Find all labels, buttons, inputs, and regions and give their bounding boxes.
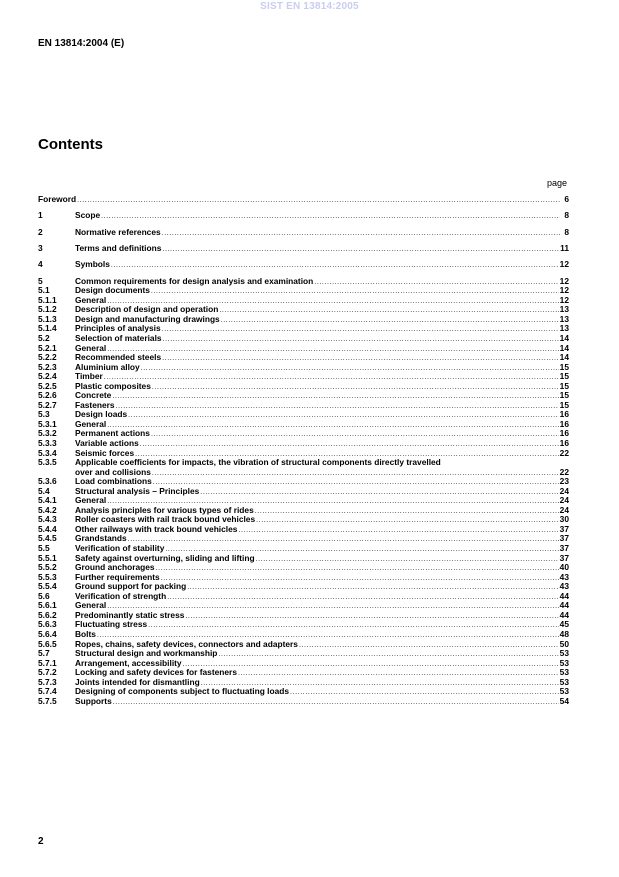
toc-entry-title: Seismic forces xyxy=(75,447,135,458)
toc-entry-page: 11 xyxy=(560,243,569,254)
dot-leader xyxy=(111,261,559,271)
toc-entry-number: 5.3.1 xyxy=(38,418,57,429)
toc-entry-page: 43 xyxy=(559,581,569,592)
toc-entry[interactable] xyxy=(38,260,569,270)
toc-entry-page: 23 xyxy=(559,476,569,487)
toc-entry-title: Recommended steels xyxy=(75,352,162,363)
toc-entry[interactable] xyxy=(38,410,569,420)
toc-entry-title: Locking and safety devices for fasteners xyxy=(75,667,237,678)
toc-entry-number: 5.4.4 xyxy=(38,523,57,534)
dot-leader xyxy=(128,535,559,545)
toc-entry-title: Description of design and operation xyxy=(75,304,219,315)
toc-entry-page: 12 xyxy=(559,275,569,286)
toc-entry-number: 5.5.3 xyxy=(38,571,57,582)
toc-entry-page: 22 xyxy=(559,447,569,458)
toc-entry-title: Fasteners xyxy=(75,399,115,410)
toc-entry-number: 5.3.5 xyxy=(38,457,57,468)
toc-entry-page: 14 xyxy=(559,352,569,363)
toc-entry-page: 15 xyxy=(559,399,569,410)
standard-id-header: EN 13814:2004 (E) xyxy=(38,38,125,49)
toc-entry-title: Other railways with track bound vehicles xyxy=(75,523,238,534)
toc-entry-title: General xyxy=(75,342,107,353)
toc-entry[interactable] xyxy=(38,211,569,221)
toc-entry-page: 53 xyxy=(559,686,569,697)
toc-entry-number: 5.2 xyxy=(38,333,50,343)
toc-entry-title: Principles of analysis xyxy=(75,323,161,334)
toc-entry-page: 24 xyxy=(559,504,569,515)
dot-leader xyxy=(151,287,559,297)
toc-entry-title: Timber xyxy=(75,371,103,382)
toc-entry-number: 5.4.5 xyxy=(38,533,57,544)
toc-entry-number: 5.7.1 xyxy=(38,657,57,668)
toc-entry[interactable] xyxy=(38,244,569,254)
page-column-label: page xyxy=(546,178,567,188)
toc-entry-page: 14 xyxy=(559,342,569,353)
toc-entry-number: 5.4.3 xyxy=(38,514,57,525)
toc-entry-title: Predominantly static stress xyxy=(75,609,185,620)
toc-entry-title: Structural analysis – Principles xyxy=(75,485,200,496)
toc-entry-title: Design loads xyxy=(75,409,128,420)
toc-entry-page: 13 xyxy=(559,323,569,334)
toc-entry-page: 15 xyxy=(559,390,569,401)
dot-leader xyxy=(112,392,558,402)
dot-leader xyxy=(187,583,558,593)
toc-entry-page: 44 xyxy=(559,590,569,601)
toc-entry-title: Load combinations xyxy=(75,476,152,487)
toc-entry-page: 16 xyxy=(559,438,569,449)
toc-entry-page: 8 xyxy=(564,226,569,237)
toc-entry-number: 5.1.1 xyxy=(38,294,57,305)
toc-entry-number: 5.7 xyxy=(38,648,50,659)
toc-entry-title: Selection of materials xyxy=(75,333,162,343)
toc-entry-title: Grandstands xyxy=(75,533,127,544)
toc-entry[interactable] xyxy=(38,487,569,497)
toc-entry-number: 5.7.2 xyxy=(38,667,57,678)
dot-leader xyxy=(183,660,559,670)
toc-entry-title: Ground support for packing xyxy=(75,581,187,592)
dot-leader xyxy=(219,306,558,316)
dot-leader xyxy=(151,430,559,440)
toc-entry-title: Structural design and workmanship xyxy=(75,648,218,659)
toc-entry-page: 37 xyxy=(559,552,569,563)
toc-entry-page: 15 xyxy=(559,371,569,382)
toc-entry-number: 5.4.2 xyxy=(38,504,57,515)
toc-entry-page: 13 xyxy=(559,313,569,324)
toc-entry-number: 5.7.4 xyxy=(38,686,57,697)
toc-entry-title: General xyxy=(75,600,107,611)
toc-entry-page: 12 xyxy=(559,294,569,305)
toc-entry-number: 5.3.3 xyxy=(38,438,57,449)
toc-entry-number: 5.2.6 xyxy=(38,390,57,401)
toc-entry-number: 1 xyxy=(38,210,43,221)
dot-leader xyxy=(113,698,559,708)
toc-entry[interactable] xyxy=(38,697,569,707)
toc-entry-number: 5.7.3 xyxy=(38,676,57,687)
toc-entry-page: 24 xyxy=(559,495,569,506)
dot-leader xyxy=(162,325,559,335)
dot-leader xyxy=(162,245,559,255)
toc-entry-page: 37 xyxy=(559,543,569,554)
toc-entry-number: 2 xyxy=(38,226,43,237)
toc-entry-number: 5.3.4 xyxy=(38,447,57,458)
toc-entry-number: 5.1 xyxy=(38,285,50,296)
toc-entry-number: 5.2.3 xyxy=(38,361,57,372)
dot-leader xyxy=(156,564,559,574)
toc-entry-title: Designing of components subject to fluctuating loads xyxy=(75,686,290,697)
toc-entry-page: 30 xyxy=(559,514,569,525)
page-title: Contents xyxy=(38,136,103,153)
toc-entry-number: 5.6.4 xyxy=(38,628,57,639)
toc-entry[interactable] xyxy=(38,363,569,373)
dot-leader xyxy=(161,574,559,584)
dot-leader xyxy=(77,196,560,206)
toc-entry-number: 5.1.3 xyxy=(38,313,57,324)
toc-entry[interactable] xyxy=(38,391,569,401)
toc-entry-number: 5.4 xyxy=(38,485,50,496)
toc-entry-number: 5.3.6 xyxy=(38,476,57,487)
toc-entry-title: General xyxy=(75,495,107,506)
toc-entry-title: Verification of strength xyxy=(75,590,167,601)
toc-entry-number: 5.2.5 xyxy=(38,380,57,391)
dot-leader xyxy=(218,650,558,660)
toc-entry-title: General xyxy=(75,294,107,305)
toc-entry-number: 5.2.7 xyxy=(38,399,57,410)
dot-leader xyxy=(299,641,559,651)
toc-entry-number: 5.5.1 xyxy=(38,552,57,563)
dot-leader xyxy=(200,488,558,498)
toc-entry-page: 16 xyxy=(559,409,569,420)
toc-entry-page: 15 xyxy=(559,361,569,372)
dot-leader xyxy=(101,212,560,222)
toc-entry[interactable] xyxy=(38,286,569,296)
dot-leader xyxy=(107,345,558,355)
toc-entry-page: 15 xyxy=(559,380,569,391)
toc-entry-number: 5.6.2 xyxy=(38,609,57,620)
toc-entry-title: Foreword xyxy=(38,194,77,204)
toc-entry-number: 5.5.2 xyxy=(38,562,57,573)
dot-leader xyxy=(162,229,560,239)
toc-entry-title: Bolts xyxy=(75,628,96,639)
toc-entry-page: 45 xyxy=(559,619,569,630)
toc-entry-page: 53 xyxy=(559,676,569,687)
toc-entry-number: 5.6.1 xyxy=(38,600,57,611)
toc-entry-page: 44 xyxy=(559,600,569,611)
toc-entry-number: 5.1.4 xyxy=(38,323,57,334)
toc-entry-number: 5.5.4 xyxy=(38,581,57,592)
toc-entry-title: Design documents xyxy=(75,285,150,296)
toc-entry-page: 53 xyxy=(559,657,569,668)
dot-leader xyxy=(167,593,558,603)
toc-entry-number: 5.2.2 xyxy=(38,352,57,363)
dot-leader xyxy=(238,526,558,536)
toc-entry-title: Fluctuating stress xyxy=(75,619,148,630)
toc-entry-page: 53 xyxy=(559,648,569,659)
toc-entry-page: 16 xyxy=(559,428,569,439)
toc-entry-title: Further requirements xyxy=(75,571,160,582)
toc-entry-page: 24 xyxy=(559,485,569,496)
toc-entry-title: Arrangement, accessibility xyxy=(75,657,182,668)
toc-entry-number: 3 xyxy=(38,243,43,254)
toc-entry-page: 12 xyxy=(559,285,569,296)
toc-entry-page: 13 xyxy=(559,304,569,315)
toc-entry-title: Concrete xyxy=(75,390,112,401)
dot-leader xyxy=(116,402,559,412)
dot-leader xyxy=(152,469,559,479)
toc-entry-title: Common requirements for design analysis and examination xyxy=(75,275,314,286)
toc-entry-title: Ropes, chains, safety devices, connectors and adapters xyxy=(75,638,298,649)
toc-entry-page: 44 xyxy=(559,609,569,620)
toc-entry-number: 5.2.1 xyxy=(38,342,57,353)
toc-entry-page: 40 xyxy=(559,562,569,573)
watermark: SIST EN 13814:2005 xyxy=(260,1,359,12)
toc-entry-title: General xyxy=(75,418,107,429)
toc-entry-number: 5.6.3 xyxy=(38,619,57,630)
toc-entry[interactable] xyxy=(38,195,569,205)
toc-entry-page: 16 xyxy=(559,418,569,429)
dot-leader xyxy=(140,440,559,450)
toc-entry-title: Permanent actions xyxy=(75,428,150,439)
toc-entry-title: Terms and definitions xyxy=(75,243,162,254)
toc-entry-number: 5.4.1 xyxy=(38,495,57,506)
toc-entry-title: Roller coasters with rail track bound vehicles xyxy=(75,514,256,525)
toc-entry[interactable] xyxy=(38,592,569,602)
toc-entry-title: over and collisions xyxy=(75,466,151,477)
toc-entry-number: 5.7.5 xyxy=(38,695,57,706)
toc-entry-number: 5 xyxy=(38,275,43,286)
toc-entry-title: Symbols xyxy=(75,259,110,270)
toc-entry-title: Joints intended for dismantling xyxy=(75,676,200,687)
toc-entry-title: Aluminium alloy xyxy=(75,361,140,372)
dot-leader xyxy=(185,612,558,622)
dot-leader xyxy=(256,516,559,526)
toc-entry-number: 5.6.5 xyxy=(38,638,57,649)
dot-leader xyxy=(163,335,559,345)
toc-entry-number: 5.3 xyxy=(38,409,50,420)
toc-entry-page: 22 xyxy=(559,466,569,477)
toc-entry-title: Supports xyxy=(75,695,112,706)
toc-entry-title: Normative references xyxy=(75,226,161,237)
toc-entry-page: 37 xyxy=(559,523,569,534)
dot-leader xyxy=(152,383,559,393)
toc-entry[interactable] xyxy=(38,228,569,238)
dot-leader xyxy=(162,354,559,364)
dot-leader xyxy=(290,688,559,698)
toc-entry-title: Variable actions xyxy=(75,438,139,449)
toc-entry-title: Design and manufacturing drawings xyxy=(75,313,220,324)
dot-leader xyxy=(255,507,559,517)
toc-entry-page: 37 xyxy=(559,533,569,544)
dot-leader xyxy=(128,411,559,421)
toc-entry-title: Ground anchorages xyxy=(75,562,155,573)
toc-entry-title: Plastic composites xyxy=(75,380,151,391)
toc-entry-page: 14 xyxy=(559,333,569,343)
dot-leader xyxy=(153,478,559,488)
toc-entry-title: Applicable coefficients for impacts, the vibration of structural components directly travelled xyxy=(75,457,441,468)
dot-leader xyxy=(148,621,559,631)
toc-entry-title: Safety against overturning, sliding and lifting xyxy=(75,552,255,563)
toc-entry-number: 5.5 xyxy=(38,543,50,554)
table-of-contents xyxy=(38,195,569,706)
toc-entry[interactable] xyxy=(38,382,569,392)
toc-entry-title: Analysis principles for various types of rides xyxy=(75,504,254,515)
toc-entry-number: 5.2.4 xyxy=(38,371,57,382)
toc-entry-title: Scope xyxy=(75,210,101,221)
dot-leader xyxy=(221,316,559,326)
toc-entry-page: 6 xyxy=(564,194,569,204)
dot-leader xyxy=(141,364,559,374)
dot-leader xyxy=(238,669,559,679)
dot-leader xyxy=(107,421,558,431)
toc-entry-title: Verification of stability xyxy=(75,543,165,554)
toc-entry[interactable] xyxy=(38,687,569,697)
toc-entry-page: 43 xyxy=(559,571,569,582)
toc-entry-page: 12 xyxy=(559,259,569,270)
toc-entry-page: 50 xyxy=(559,638,569,649)
footer-page-number: 2 xyxy=(38,836,44,847)
toc-entry-page: 48 xyxy=(559,628,569,639)
toc-entry-number: 5.6 xyxy=(38,590,50,601)
dot-leader xyxy=(314,278,558,288)
dot-leader xyxy=(104,373,559,383)
toc-entry-number: 5.3.2 xyxy=(38,428,57,439)
toc-entry-page: 54 xyxy=(559,695,569,706)
toc-entry-number: 5.1.2 xyxy=(38,304,57,315)
toc-entry[interactable] xyxy=(38,334,569,344)
toc-entry-number: 4 xyxy=(38,259,43,270)
toc-entry[interactable] xyxy=(38,620,569,630)
toc-entry-page: 8 xyxy=(564,210,569,221)
toc-entry-page: 53 xyxy=(559,667,569,678)
dot-leader xyxy=(256,555,559,565)
